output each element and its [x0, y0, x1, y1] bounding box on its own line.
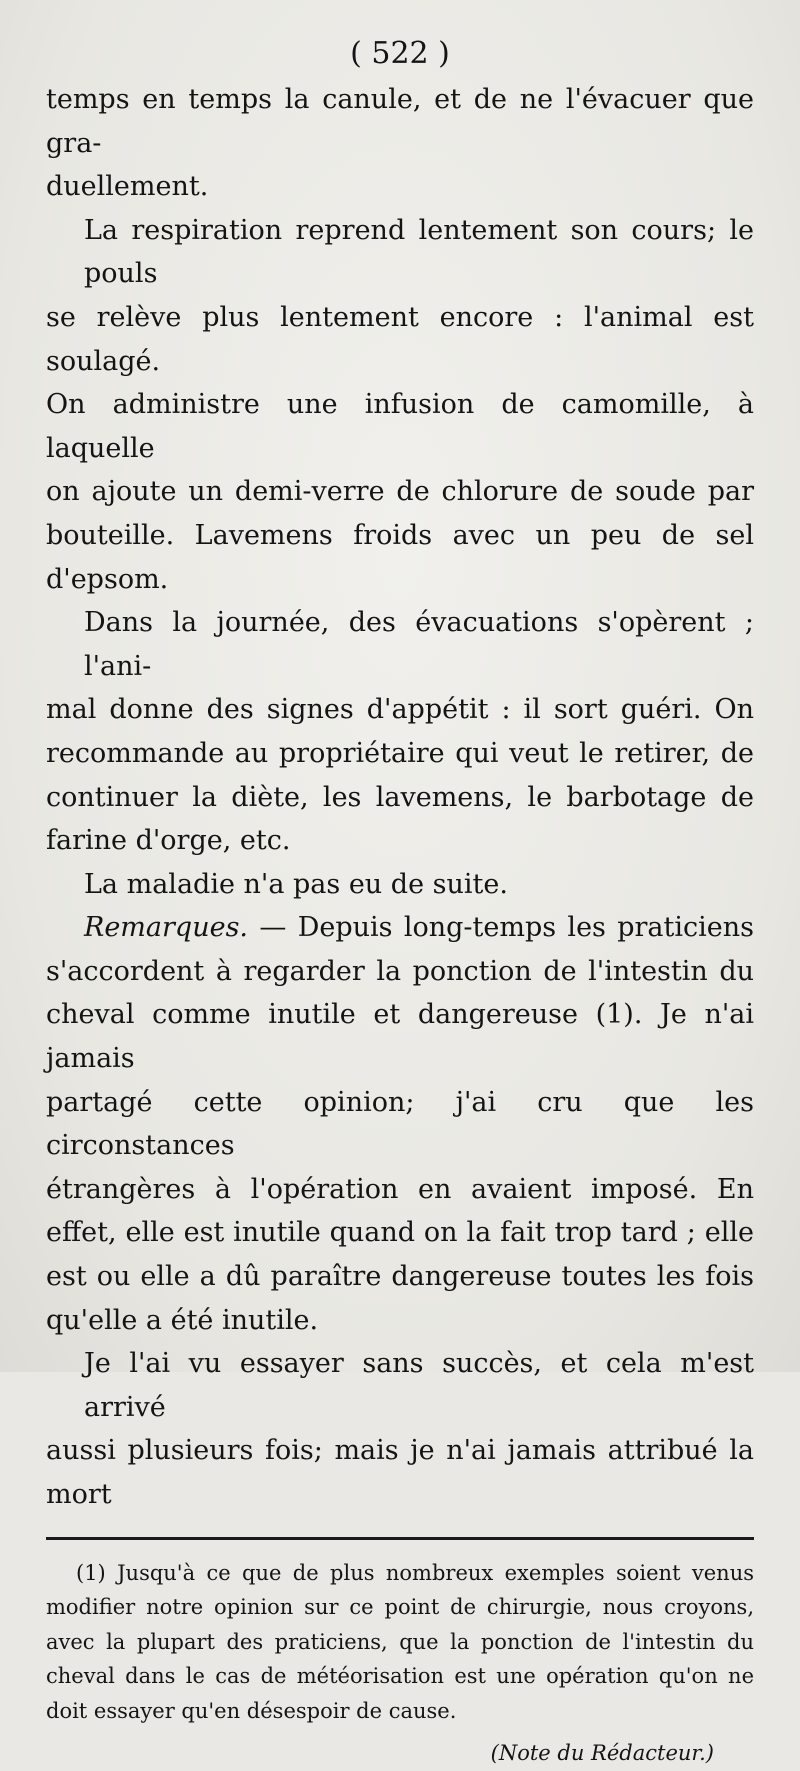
paragraph-5 [46, 906, 754, 1342]
editor-note-signature: (Note du Rédacteur.) [490, 1741, 714, 1766]
text-line: étrangères à l'opération en avaient imposé. En [46, 1173, 754, 1205]
text-line: duellement. [46, 171, 209, 203]
text-line: Je l'ai vu essayer sans succès, et cela m'est arrivé [84, 1348, 754, 1423]
text-line: mal donne des signes d'appétit : il sort guéri. On [46, 694, 754, 726]
footnote [46, 1556, 754, 1771]
paragraph-1 [46, 78, 754, 209]
text-fragment: — Depuis long-temps les praticiens [248, 912, 754, 944]
footnote-line: avec la plupart des praticiens, que la ponction de l'intestin du [46, 1629, 754, 1654]
text-line: cheval comme inutile et dangereuse (1). Je n'ai jamais [46, 999, 754, 1075]
text-line: La respiration reprend lentement son cours; le pouls [84, 214, 754, 290]
text-line: aussi plusieurs fois; mais je n'ai jamais attribué la mort [46, 1435, 754, 1510]
body-text [46, 78, 754, 1517]
text-line: Dans la journée, des évacuations s'opèrent ; l'ani- [84, 607, 754, 682]
text-line: continuer la diète, les lavemens, le barbotage de [46, 781, 754, 813]
text-line: partagé cette opinion; j'ai cru que les circonstances [46, 1086, 754, 1162]
footnote-line: cheval dans le cas de météorisation est une opération qu'on ne [46, 1664, 754, 1689]
footnote-divider [46, 1537, 754, 1540]
text-line: qu'elle a été inutile. [46, 1304, 319, 1336]
text-line: est ou elle a dû paraître dangereuse toutes les fois [46, 1261, 754, 1293]
text-line: temps en temps la canule, et de ne l'évacuer que gra- [46, 84, 754, 159]
text-line: se relève plus lentement encore : l'animal est soulagé. [46, 301, 754, 377]
text-line: La maladie n'a pas eu de suite. [84, 868, 508, 900]
remarks-label: Remarques. [84, 912, 249, 944]
paragraph-6 [46, 1342, 754, 1516]
page-number: ( 522 ) [350, 36, 450, 71]
text-line: s'accordent à regarder la ponction de l'intestin du [46, 955, 754, 987]
footnote-line: modifier notre opinion sur ce point de chirurgie, nous croyons, [46, 1595, 754, 1620]
text-line: farine d'orge, etc. [46, 825, 291, 857]
paragraph-4 [46, 863, 754, 907]
text-line: bouteille. Lavemens froids avec un peu de sel d'epsom. [46, 519, 754, 595]
text-line: on ajoute un demi-verre de chlorure de soude par [46, 476, 754, 508]
text-line: On administre une infusion de camomille, à laquelle [46, 389, 754, 464]
text-line [46, 906, 754, 950]
text-line: effet, elle est inutile quand on la fait trop tard ; elle [46, 1217, 754, 1249]
text-line: recommande au propriétaire qui veut le retirer, de [46, 737, 754, 769]
paragraph-3 [46, 601, 754, 863]
footnote-line: doit essayer qu'en désespoir de cause. [46, 1698, 457, 1723]
footnote-line: (1) Jusqu'à ce que de plus nombreux exemples soient venus [76, 1560, 754, 1585]
paragraph-2 [46, 209, 754, 601]
